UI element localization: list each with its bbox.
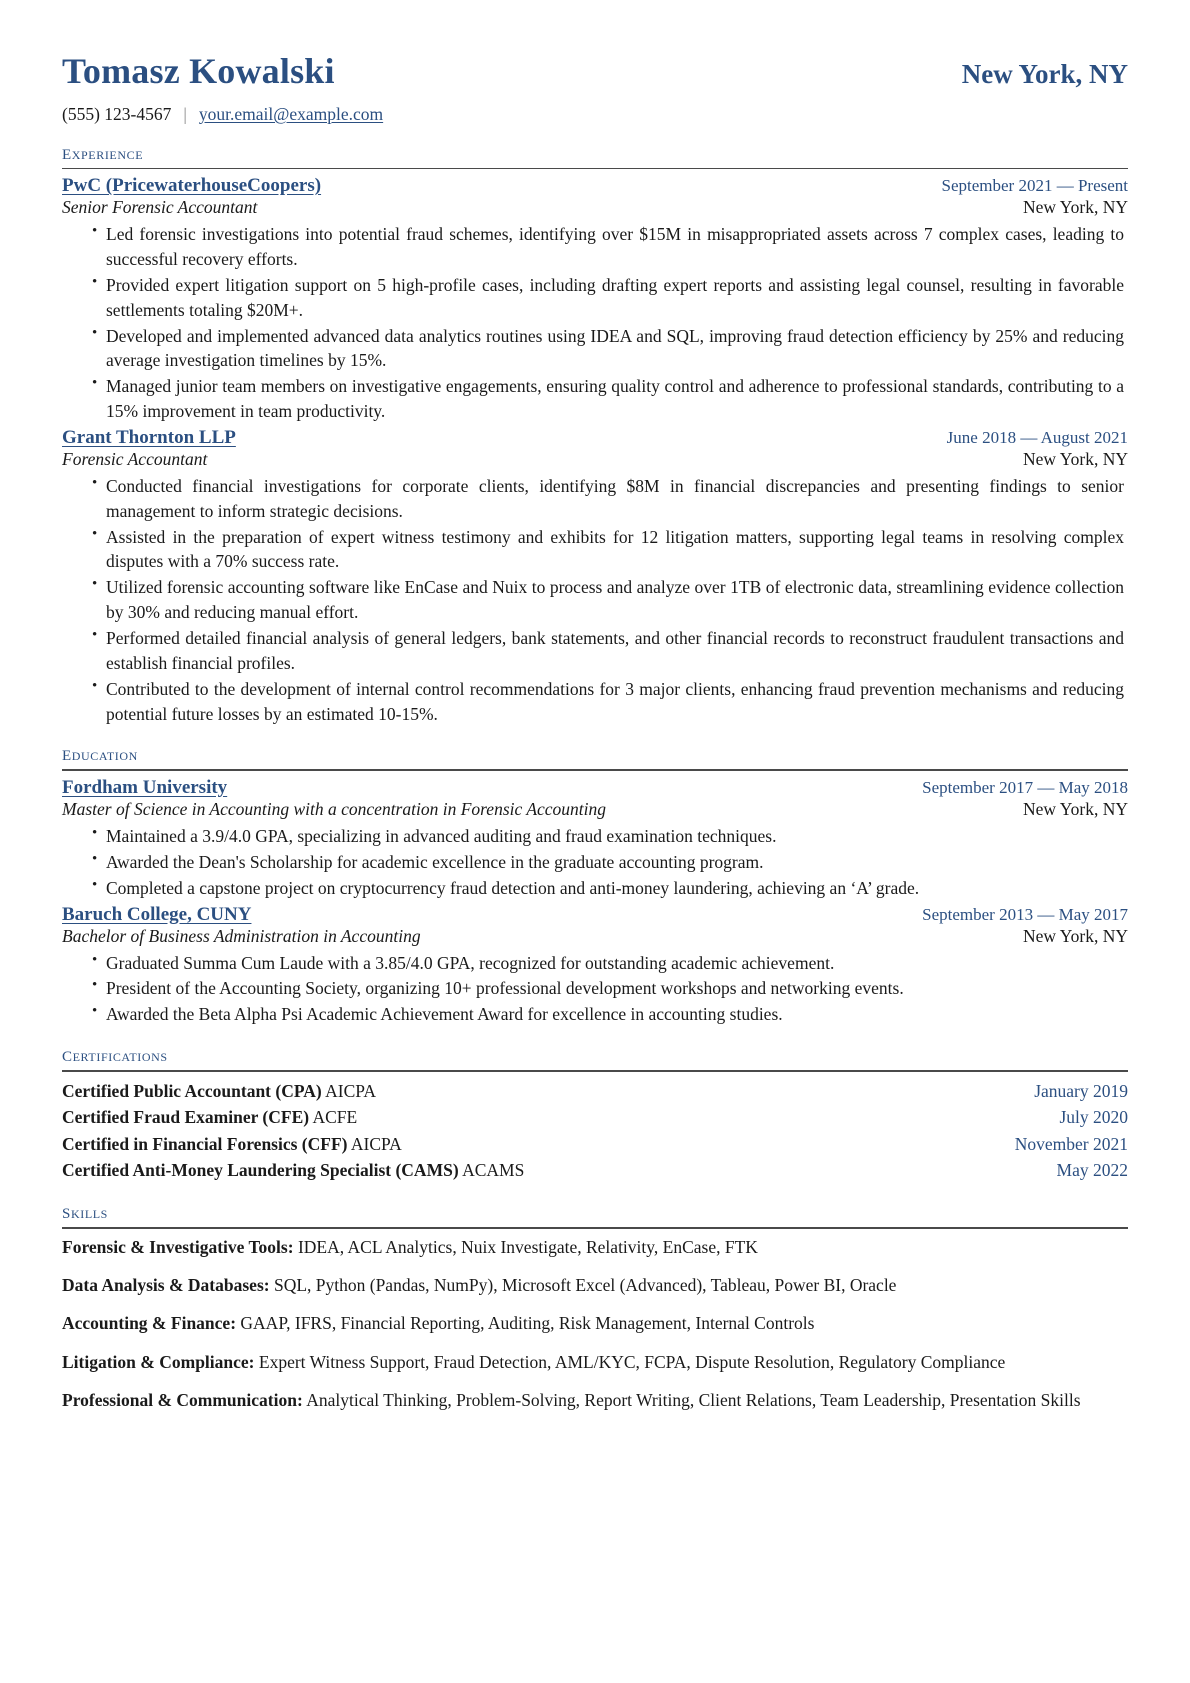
education-dates: September 2017 — May 2018 [922, 777, 1128, 797]
contact-row [62, 104, 1128, 125]
skill-category: Litigation & Compliance: [62, 1351, 255, 1372]
certification-issuer: AICPA [350, 1133, 402, 1154]
certification-date: July 2020 [1059, 1107, 1128, 1128]
experience-bullet-list [62, 474, 1128, 726]
skill-items: Expert Witness Support, Fraud Detection, AML/KYC, FCPA, Dispute Resolution, Regulatory Compliance [258, 1351, 1006, 1372]
entry-subheader-line [62, 449, 1128, 470]
email-link[interactable]: your.email@example.com [198, 103, 384, 124]
school-location: New York, NY [1022, 798, 1128, 819]
skill-row [62, 1273, 1128, 1298]
education-dates: September 2013 — May 2017 [922, 904, 1128, 924]
experience-bullet-list [62, 222, 1128, 424]
certification-text [62, 1078, 376, 1105]
skill-category: Forensic & Investigative Tools: [62, 1236, 294, 1257]
certification-date: November 2021 [1014, 1133, 1128, 1154]
list-item: • Awarded the Beta Alpha Psi Academic Achievement Award for excellence in accounting studies. [92, 1002, 1124, 1027]
list-item: • Awarded the Dean's Scholarship for academic excellence in the graduate accounting program. [92, 850, 1124, 875]
certification-name: Certified Fraud Examiner (CFE) [62, 1107, 310, 1128]
employment-dates: June 2018 — August 2021 [946, 427, 1128, 447]
certification-name: Certified Anti-Money Laundering Specialist (CAMS) [62, 1160, 459, 1181]
skill-category: Data Analysis & Databases: [62, 1274, 270, 1295]
employer-name[interactable]: Grant Thornton LLP [62, 426, 236, 448]
section-rule [62, 769, 1128, 771]
list-item: • Assisted in the preparation of expert witness testimony and exhibits for 12 litigation matters, supporting legal teams in resolving complex disputes with a 70% success rate. [92, 525, 1124, 575]
certification-row [62, 1157, 1128, 1184]
job-title: Forensic Accountant [62, 448, 208, 469]
job-location: New York, NY [1022, 448, 1128, 469]
entry-header-line [62, 904, 1128, 926]
entry-subheader-line [62, 799, 1128, 820]
skill-category: Professional & Communication: [62, 1390, 303, 1411]
school-name[interactable]: Baruch College, CUNY [62, 903, 252, 925]
experience-entry [62, 175, 1128, 424]
section-education [62, 740, 1128, 1027]
section-rule [62, 1227, 1128, 1229]
experience-entry [62, 427, 1128, 726]
job-location: New York, NY [1022, 197, 1128, 218]
phone-number: (555) 123-4567 [62, 103, 172, 124]
list-item: • Led forensic investigations into potential fraud schemes, identifying over $15M in misappropriated assets across 7 complex cases, leading to successful recovery efforts. [92, 222, 1124, 272]
section-experience [62, 139, 1128, 727]
section-rule [62, 168, 1128, 170]
certification-issuer: AICPA [325, 1080, 377, 1101]
education-entry [62, 777, 1128, 901]
section-title-education: education [62, 740, 138, 766]
certification-row [62, 1078, 1128, 1105]
skill-items: GAAP, IFRS, Financial Reporting, Auditing, Risk Management, Internal Controls [240, 1313, 815, 1334]
candidate-location: New York, NY [961, 59, 1128, 89]
school-location: New York, NY [1022, 925, 1128, 946]
entry-header-line [62, 427, 1128, 449]
degree-title: Master of Science in Accounting with a concentration in Forensic Accounting [62, 798, 607, 819]
section-title-experience: experience [62, 138, 144, 164]
entry-header-line [62, 175, 1128, 197]
skill-row [62, 1235, 1128, 1260]
certification-name: Certified in Financial Forensics (CFF) [62, 1133, 348, 1154]
resume-header [62, 52, 1128, 92]
skill-row [62, 1388, 1128, 1413]
entry-subheader-line [62, 197, 1128, 218]
section-certifications [62, 1041, 1128, 1184]
list-item: • Managed junior team members on investigative engagements, ensuring quality control and adherence to professional standards, contributing to a 15% improvement in team productivity. [92, 374, 1124, 424]
education-bullet-list [62, 951, 1128, 1028]
entry-header-line [62, 777, 1128, 799]
certification-text [62, 1104, 357, 1131]
list-item: • Developed and implemented advanced data analytics routines using IDEA and SQL, improving fraud detection efficiency by 25% and reducing average investigation timelines by 15%. [92, 324, 1124, 374]
candidate-name: Tomasz Kowalski [62, 51, 335, 91]
skill-row [62, 1311, 1128, 1336]
skill-items: SQL, Python (Pandas, NumPy), Microsoft Excel (Advanced), Tableau, Power BI, Oracle [273, 1274, 897, 1295]
section-title-certifications: certifications [62, 1041, 168, 1067]
list-item: • Contributed to the development of internal control recommendations for 3 major clients, enhancing fraud prevention mechanisms and reducing potential future losses by an estimated 10-15%. [92, 677, 1124, 727]
list-item: • Conducted financial investigations for corporate clients, identifying $8M in financial discrepancies and presenting findings to senior management to inform strategic decisions. [92, 474, 1124, 524]
list-item: • Completed a capstone project on cryptocurrency fraud detection and anti-money laundering, achieving an ‘A’ grade. [92, 876, 1124, 901]
education-bullet-list [62, 824, 1128, 901]
certification-date: January 2019 [1034, 1080, 1128, 1101]
school-name[interactable]: Fordham University [62, 776, 228, 798]
degree-title: Bachelor of Business Administration in Accounting [62, 925, 421, 946]
employment-dates: September 2021 — Present [941, 176, 1128, 196]
certification-row [62, 1131, 1128, 1158]
section-title-skills: skills [62, 1198, 108, 1223]
section-skills [62, 1198, 1128, 1413]
certification-text [62, 1131, 402, 1158]
certification-row [62, 1104, 1128, 1131]
certification-text [62, 1157, 524, 1184]
list-item: • Graduated Summa Cum Laude with a 3.85/4.0 GPA, recognized for outstanding academic achievement. [92, 951, 1124, 976]
list-item: • Maintained a 3.9/4.0 GPA, specializing in advanced auditing and fraud examination techniques. [92, 824, 1124, 849]
section-rule [62, 1070, 1128, 1072]
list-item: • Utilized forensic accounting software like EnCase and Nuix to process and analyze over 1TB of electronic data, streamlining evidence collection by 30% and reducing manual effort. [92, 575, 1124, 625]
skill-items: IDEA, ACL Analytics, Nuix Investigate, Relativity, EnCase, FTK [297, 1236, 758, 1257]
skill-category: Accounting & Finance: [62, 1313, 237, 1334]
list-item: • Performed detailed financial analysis of general ledgers, bank statements, and other financial records to reconstruct fraudulent transactions and establish financial profiles. [92, 626, 1124, 676]
certification-issuer: ACAMS [462, 1160, 525, 1181]
skill-items: Analytical Thinking, Problem-Solving, Report Writing, Client Relations, Team Leadership, Presentation Skills [306, 1390, 1081, 1411]
employer-name[interactable]: PwC (PricewaterhouseCoopers) [62, 175, 322, 197]
job-title: Senior Forensic Accountant [62, 197, 258, 218]
education-entry [62, 904, 1128, 1028]
certification-issuer: ACFE [312, 1107, 358, 1128]
list-item: • Provided expert litigation support on 5 high-profile cases, including drafting expert reports and assisting legal counsel, resulting in favorable settlements totaling $20M+. [92, 273, 1124, 323]
list-item: • President of the Accounting Society, organizing 10+ professional development workshops and networking events. [92, 976, 1124, 1001]
contact-separator: | [183, 103, 187, 124]
entry-subheader-line [62, 926, 1128, 947]
certification-name: Certified Public Accountant (CPA) [62, 1080, 322, 1101]
certification-date: May 2022 [1056, 1160, 1128, 1181]
skill-row [62, 1350, 1128, 1375]
